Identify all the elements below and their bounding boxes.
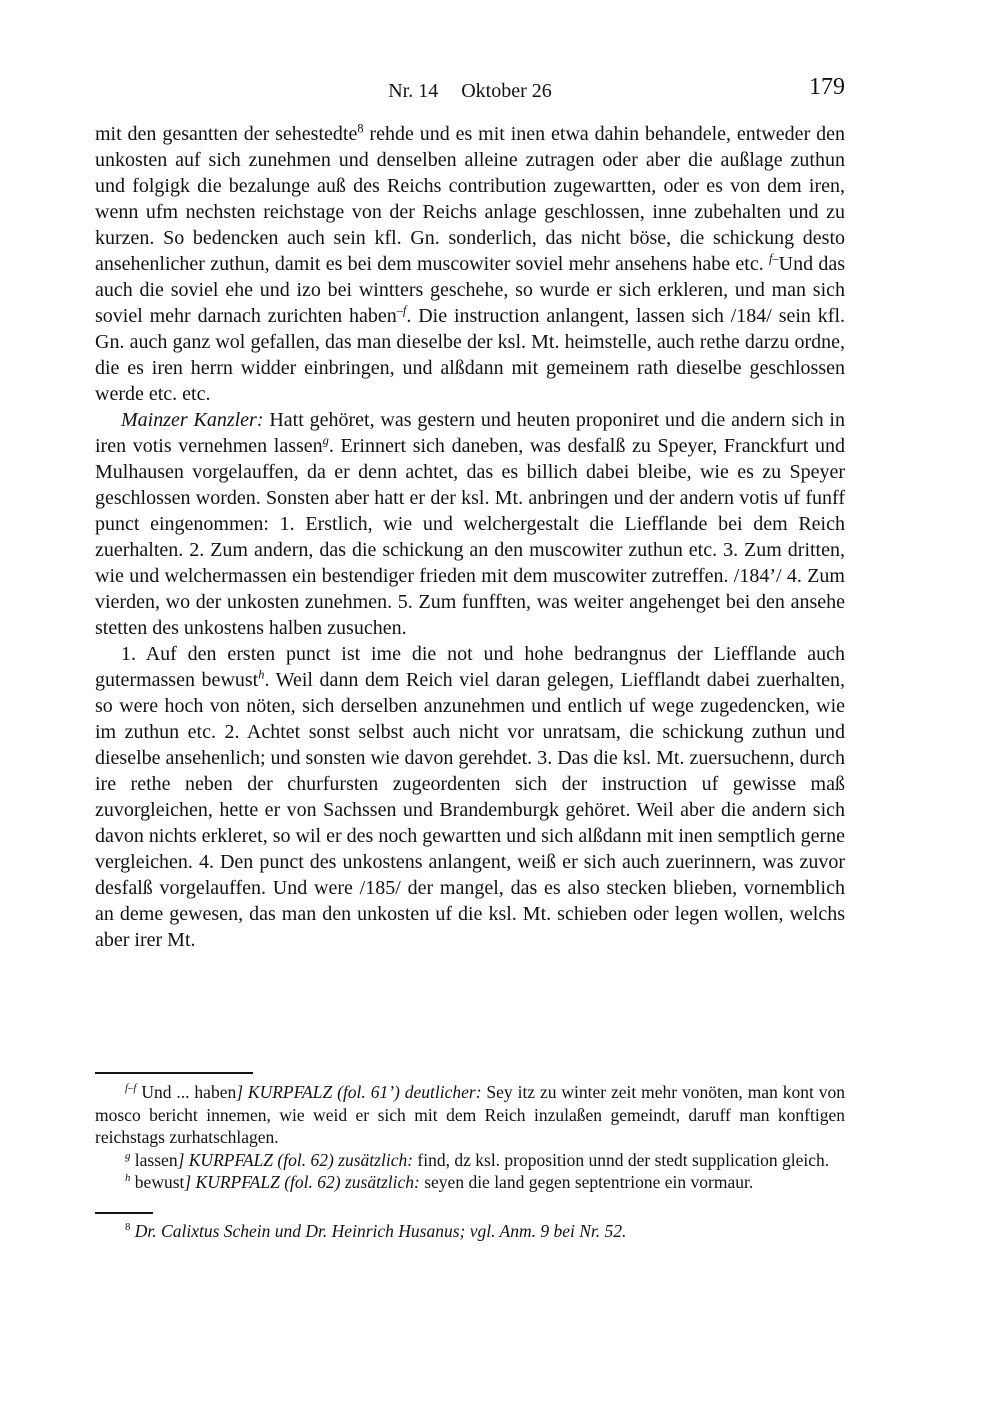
- critical-apparatus-rule: [95, 1072, 253, 1074]
- numbered-footnote: $^8$ Dr. Calixtus Schein und Dr. Heinrich Husanus; vgl. Anm. 9 bei Nr. 52.: [125, 1220, 627, 1241]
- critical-footnote: $^h$ bewust] KURPFALZ (fol. 62) zusätzlich: seyen die land gegen septentrione ein vormaur.: [125, 1172, 754, 1192]
- body-paragraph: 1. Auf den ersten punct ist ime die not und hohe bedrangnus der Liefflande auch gutermassen bewust$^h$. Weil dann dem Reich viel daran gelegen, Liefflandt dabei zuerhalten, so were hoch von nöten, sich derselben anzunehmen und entlich uf wege zugedencken, wie im zuthun etc. 2. Achtet sonst selbst auch nicht vor unratsam, die schickung zuthun und dieselbe ansehenlich; und sonsten wie davon gerehdet. 3. Das die ksl. Mt. zuersuchenn, durch ire rethe neben der churfursten zugeordenten sich der instruction uf gewisse maß zuvorgleichen, hette er von Sachssen und Brandemburgk gehöret. Weil aber die andern sich davon nichts erkleret, so wil er des noch gewartten und sich alßdann mit inen semptlich gerne vergleichen. 4. Den punct des unkostens anlangent, weiß er sich auch zuerinnern, was zuvor desfalß vorgelauffen. Und were /185/ der mangel, das es also stecken blieben, vornemblich an deme gewesen, das man den unkosten uf die ksl. Mt. schieben oder legen wollen, welchs aber irer Mt.: [95, 643, 845, 951]
- header-date: Oktober 26: [461, 80, 552, 102]
- numbered-footnote-rule: [95, 1212, 153, 1214]
- page-number: 179: [809, 74, 845, 100]
- body-text-block: [95, 121, 845, 953]
- body-paragraph: mit den gesantten der sehestedte$^8$ rehde und es mit inen etwa dahin behandele, entweder den unkosten auf sich zunehmen und denselben alleine zutragen oder aber die außlage zuthun und folgigk die bezalunge auß des Reichs contribution zugewartten, oder es von dem iren, wenn ufm nechsten reichstage von der Reichs anlage geschlossen, inne zubehalten und zu kurzen. So bedencken auch sein kfl. Gn. sonderlich, das nicht böse, die schickung desto ansehenlicher zuthun, damit es bei dem muscowiter soviel mehr ansehens habe etc. $^{f-}$Und das auch die soviel ehe und izo bei wintters geschehe, so wurde er sich erkleren, und man sich soviel mehr darnach zurichten haben$^{-f}$. Die instruction anlangent, lassen sich /184/ sein kfl. Gn. auch ganz wol gefallen, das man dieselbe der ksl. Mt. heimstelle, auch rethe darzu ordne, die es iren herrn widder einbringen, und alßdann mit gemeinem rath dieselbe geschlossen werde etc. etc.: [95, 121, 846, 405]
- document-number: Nr. 14: [388, 80, 439, 102]
- footnote-area: [95, 1072, 845, 1242]
- body-paragraph: Mainzer Kanzler: Hatt gehöret, was gestern und heuten proponiret und die andern sich in iren votis vernehmen lassen$^g$. Erinnert sich daneben, was desfalß zu Speyer, Franckfurt und Mulhausen vorgelauffen, da er denn achtet, das es billich dabei bleibe, wie es zu Speyer geschlossen worden. Sonsten aber hatt er der ksl. Mt. anbringen und der andern votis uf funff punct eingenommen: 1. Erstlich, wie und welchergestalt die Liefflande bei dem Reich zuerhalten. 2. Zum andern, das die schickung an den muscowiter zuthun etc. 3. Zum dritten, wie und welchermassen ein bestendiger frieden mit dem muscowiter zutreffen. /184’/ 4. Zum vierden, wo der unkosten zunehmen. 5. Zum funfften, was weiter angehenget bei den ansehe stetten des unkostens halben zusuchen.: [95, 409, 845, 639]
- critical-footnote: $^{f-f}$ Und ... haben] KURPFALZ (fol. 61’) deutlicher: Sey itz zu winter zeit mehr vonöten, man kont von mosco bericht innemen, wie weid er sich mit dem Reich inzulaßen gemeindt, daruff man konftigen reichstags zurhatschlagen.: [95, 1082, 845, 1147]
- running-header: [95, 74, 845, 107]
- header-title: [95, 79, 845, 103]
- critical-footnote: $^g$ lassen] KURPFALZ (fol. 62) zusätzlich: find, dz ksl. proposition unnd der stedt supplication gleich.: [125, 1149, 830, 1170]
